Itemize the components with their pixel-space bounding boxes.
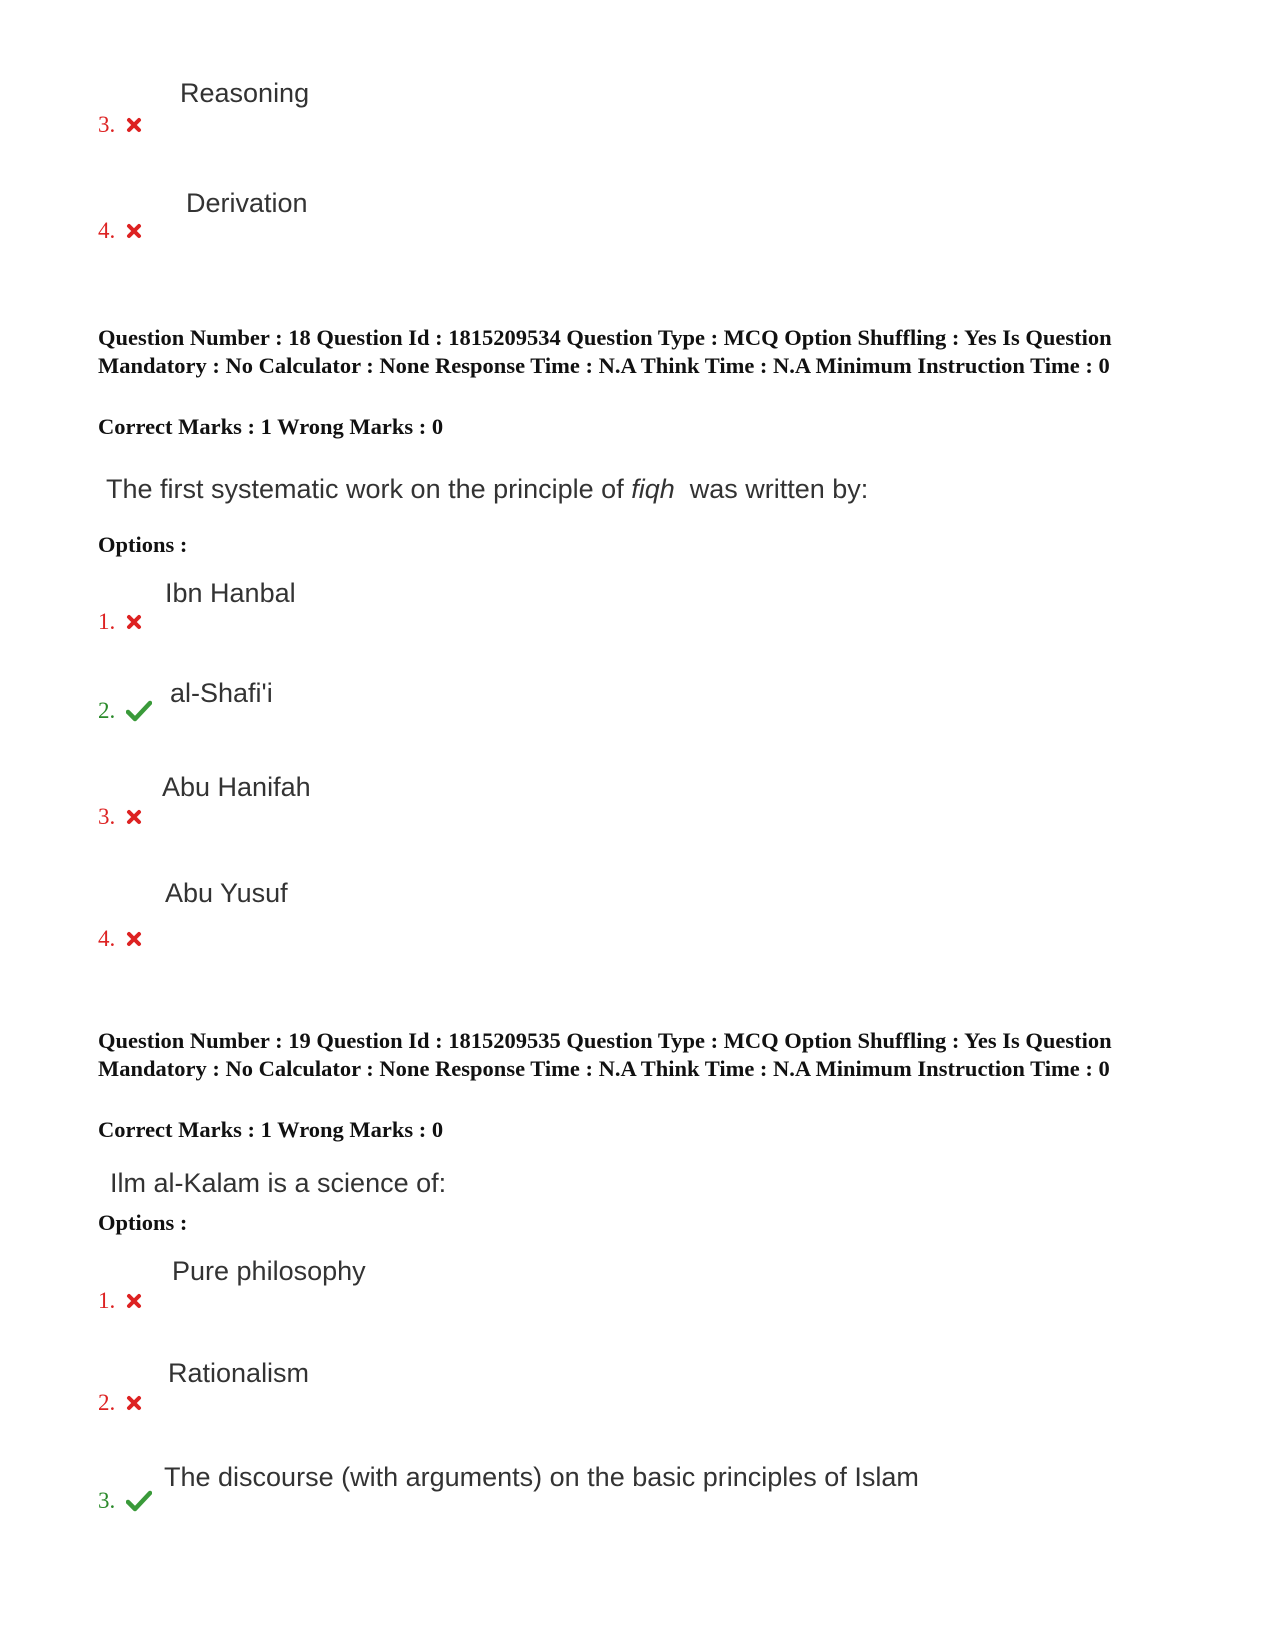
option-number-label: 3.	[98, 1488, 116, 1513]
option-number	[98, 698, 152, 724]
question-text-end: was written by:	[674, 474, 869, 504]
question-marks: Correct Marks : 1 Wrong Marks : 0	[98, 414, 444, 439]
cross-icon	[126, 809, 142, 825]
option-text: Pure philosophy	[172, 1256, 366, 1286]
question-text-start: The first systematic work on the principle of	[106, 474, 632, 504]
cross-icon	[126, 1293, 142, 1309]
option-number-label: 3.	[98, 804, 116, 829]
option-number	[98, 926, 142, 952]
cross-icon	[126, 931, 142, 947]
cross-icon	[126, 223, 142, 239]
option-text: The discourse (with arguments) on the basic principles of Islam	[164, 1462, 919, 1492]
option-number	[98, 1488, 152, 1514]
question-marks: Correct Marks : 1 Wrong Marks : 0	[98, 1117, 444, 1142]
question-text: Ilm al-Kalam is a science of:	[110, 1168, 447, 1198]
checkmark-icon	[126, 1490, 152, 1512]
question-meta: Question Number : 19 Question Id : 1815209535 Question Type : MCQ Option Shuffling : Yes Is Question Mandatory : No Calculator : None Response Time : N.A Think Time : N.A Minimum Instruction Time : 0	[98, 1028, 1112, 1081]
option-text: Ibn Hanbal	[165, 578, 296, 608]
question-meta: Question Number : 18 Question Id : 1815209534 Question Type : MCQ Option Shuffling : Yes Is Question Mandatory : No Calculator : None Response Time : N.A Think Time : N.A Minimum Instruction Time : 0	[98, 325, 1112, 378]
question-text-term: fiqh	[631, 474, 675, 504]
cross-icon	[126, 117, 142, 133]
options-label: Options :	[98, 532, 188, 557]
option-number	[98, 1288, 142, 1314]
option-number-label: 4.	[98, 218, 116, 243]
option-text: Abu Hanifah	[162, 772, 311, 802]
option-number-label: 1.	[98, 609, 116, 634]
option-number	[98, 112, 142, 138]
option-number-label: 1.	[98, 1288, 116, 1313]
option-text: Rationalism	[168, 1358, 310, 1388]
option-text: Derivation	[186, 188, 308, 218]
option-number	[98, 218, 142, 244]
option-number-label: 3.	[98, 112, 116, 137]
option-number	[98, 1390, 142, 1416]
question-text	[106, 474, 868, 505]
cross-icon	[126, 614, 142, 630]
option-number-label: 4.	[98, 926, 116, 951]
option-text: Reasoning	[180, 78, 310, 108]
option-number-label: 2.	[98, 698, 116, 723]
cross-icon	[126, 1395, 142, 1411]
option-number	[98, 609, 142, 635]
option-text: Abu Yusuf	[165, 878, 288, 908]
checkmark-icon	[126, 700, 152, 722]
options-label: Options :	[98, 1210, 188, 1235]
option-text: al-Shafi'i	[170, 678, 273, 708]
option-number-label: 2.	[98, 1390, 116, 1415]
option-number	[98, 804, 142, 830]
